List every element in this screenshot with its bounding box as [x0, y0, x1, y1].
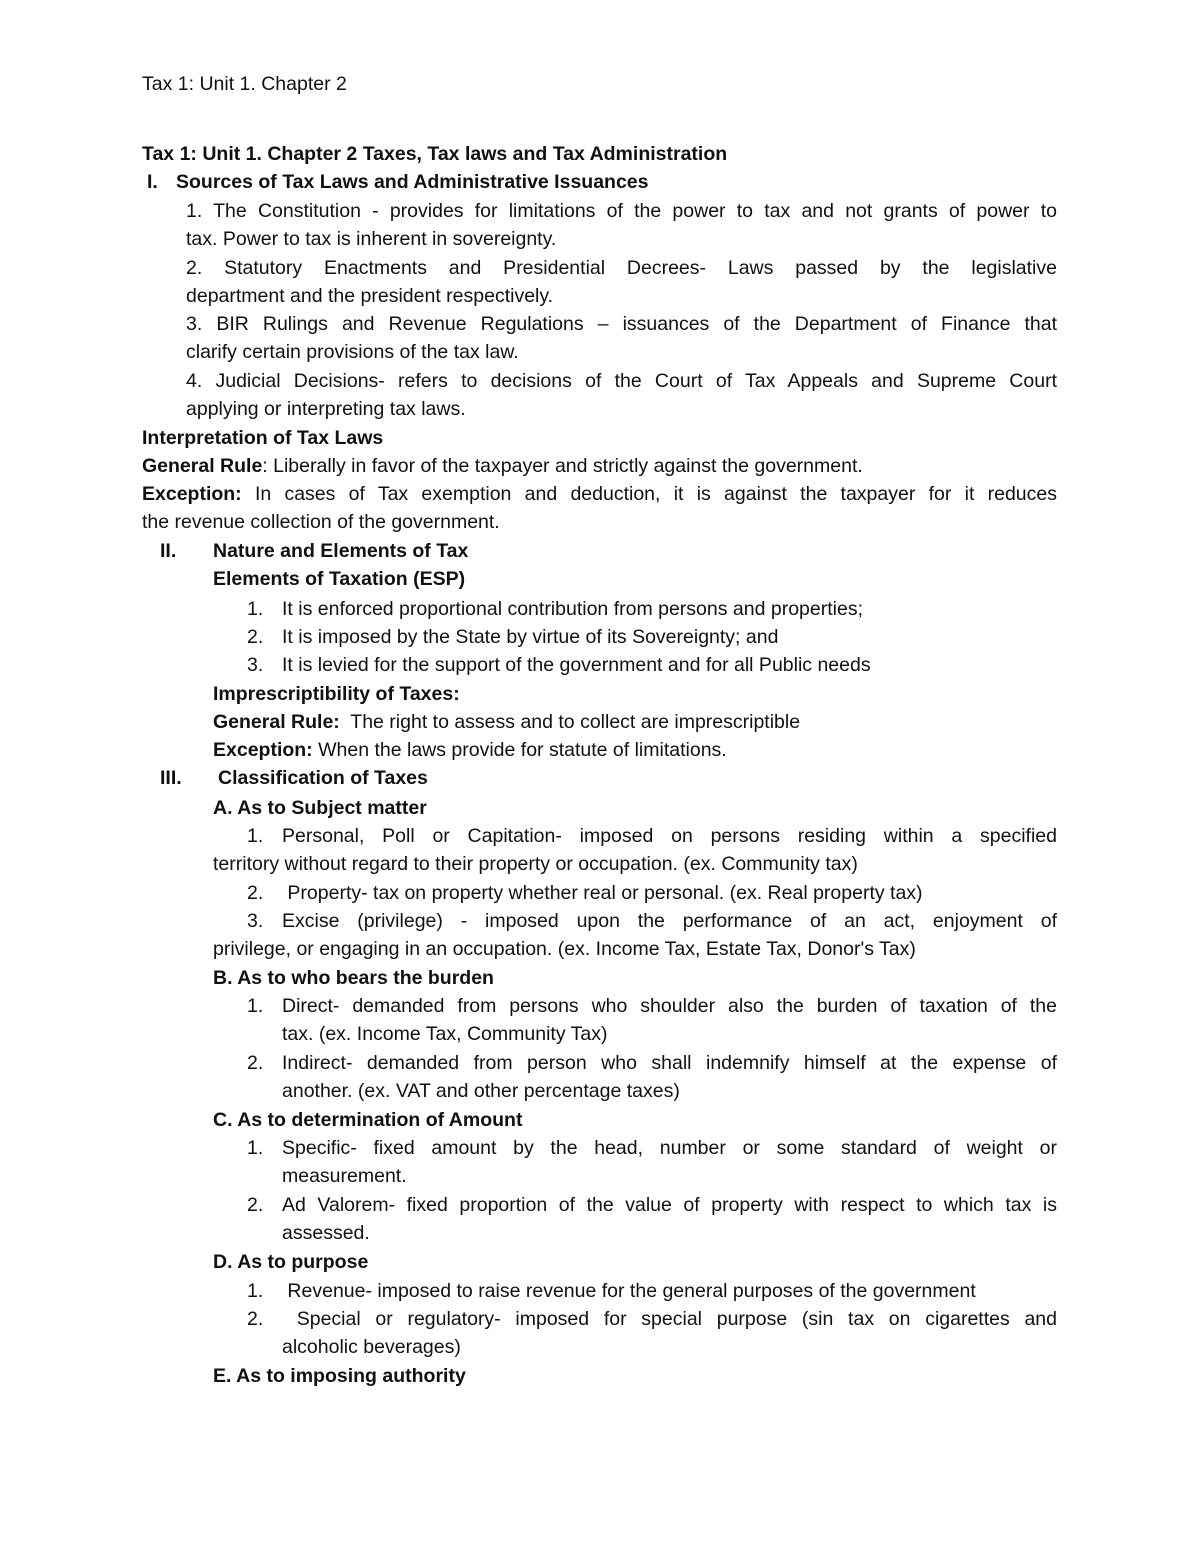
section-3-heading: Classification of Taxes [218, 767, 428, 789]
burden-item-1-num: 1. [247, 995, 264, 1017]
burden-heading: B. As to who bears the burden [213, 967, 494, 989]
section-1-heading: Sources of Tax Laws and Administrative Issuances [176, 171, 649, 193]
purpose-item-2-line1: Special or regulatory- imposed for special purpose (sin tax on cigarettes and [282, 1308, 1057, 1330]
amount-item-2-num: 2. [247, 1194, 264, 1216]
element-1-text: It is enforced proportional contribution from persons and properties; [282, 598, 863, 620]
interpretation-general-rule: General Rule: Liberally in favor of the taxpayer and strictly against the government. [142, 455, 863, 477]
source-item-2-line1: 2. Statutory Enactments and Presidential Decrees- Laws passed by the legislative [186, 257, 1057, 279]
document-title: Tax 1: Unit 1. Chapter 2 Taxes, Tax laws and Tax Administration [142, 143, 728, 165]
purpose-item-2-line2: alcoholic beverages) [282, 1336, 461, 1358]
amount-item-1-line1: Specific- fixed amount by the head, number or some standard of weight or [282, 1137, 1057, 1159]
burden-item-2-line2: another. (ex. VAT and other percentage taxes) [282, 1080, 680, 1102]
purpose-heading: D. As to purpose [213, 1251, 369, 1273]
page-header: Tax 1: Unit 1. Chapter 2 [142, 73, 347, 95]
subject-item-1-num: 1. [247, 825, 264, 847]
subject-item-3-num: 3. [247, 910, 264, 932]
source-item-1-line2: tax. Power to tax is inherent in sovereignty. [186, 228, 557, 250]
element-3-text: It is levied for the support of the government and for all Public needs [282, 654, 871, 676]
purpose-item-1-num: 1. [247, 1280, 264, 1302]
amount-item-2-line1: Ad Valorem- fixed proportion of the value of property with respect to which tax is [282, 1194, 1057, 1216]
element-2-num: 2. [247, 626, 264, 648]
subject-item-1-line2: territory without regard to their property or occupation. (ex. Community tax) [213, 853, 858, 875]
imprescriptibility-general-rule: General Rule: The right to assess and to collect are imprescriptible [213, 711, 801, 733]
section-2-numeral: II. [160, 540, 177, 562]
burden-item-1-line1: Direct- demanded from persons who shoulder also the burden of taxation of the [282, 995, 1057, 1017]
source-item-4-line2: applying or interpreting tax laws. [186, 398, 466, 420]
subject-item-2-num: 2. [247, 882, 264, 904]
section-3-numeral: III. [160, 767, 182, 789]
element-2-text: It is imposed by the State by virtue of its Sovereignty; and [282, 626, 779, 648]
burden-item-2-line1: Indirect- demanded from person who shall indemnify himself at the expense of [282, 1052, 1057, 1074]
interpretation-heading: Interpretation of Tax Laws [142, 427, 384, 449]
section-1-numeral: I. [147, 171, 158, 193]
interpretation-exception-line1: Exception: In cases of Tax exemption and deduction, it is against the taxpayer for it reduces [142, 483, 1057, 505]
source-item-1-line1: 1. The Constitution - provides for limitations of the power to tax and not grants of power to [186, 200, 1057, 222]
elements-heading: Elements of Taxation (ESP) [213, 568, 466, 590]
amount-item-1-num: 1. [247, 1137, 264, 1159]
source-item-2-line2: department and the president respectively. [186, 285, 554, 307]
subject-item-3-line1: Excise (privilege) - imposed upon the performance of an act, enjoyment of [282, 910, 1057, 932]
authority-heading: E. As to imposing authority [213, 1365, 466, 1387]
source-item-3-line2: clarify certain provisions of the tax law. [186, 341, 519, 363]
purpose-item-2-num: 2. [247, 1308, 264, 1330]
source-item-3-line1: 3. BIR Rulings and Revenue Regulations – issuances of the Department of Finance that [186, 313, 1057, 335]
imprescriptibility-exception: Exception: When the laws provide for statute of limitations. [213, 739, 727, 761]
section-2-heading: Nature and Elements of Tax [213, 540, 469, 562]
purpose-item-1-line1: Revenue- imposed to raise revenue for the general purposes of the government [282, 1280, 976, 1302]
amount-item-2-line2: assessed. [282, 1222, 370, 1244]
burden-item-1-line2: tax. (ex. Income Tax, Community Tax) [282, 1023, 608, 1045]
amount-item-1-line2: measurement. [282, 1165, 407, 1187]
source-item-4-line1: 4. Judicial Decisions- refers to decisions of the Court of Tax Appeals and Supreme Court [186, 370, 1057, 392]
element-1-num: 1. [247, 598, 264, 620]
subject-item-3-line2: privilege, or engaging in an occupation. (ex. Income Tax, Estate Tax, Donor's Tax) [213, 938, 916, 960]
interpretation-exception-line2: the revenue collection of the government. [142, 511, 500, 533]
amount-heading: C. As to determination of Amount [213, 1109, 523, 1131]
imprescriptibility-heading: Imprescriptibility of Taxes: [213, 683, 460, 705]
element-3-num: 3. [247, 654, 264, 676]
subject-item-2-line1: Property- tax on property whether real or personal. (ex. Real property tax) [282, 882, 923, 904]
subject-item-1-line1: Personal, Poll or Capitation- imposed on persons residing within a specified [282, 825, 1057, 847]
burden-item-2-num: 2. [247, 1052, 264, 1074]
subject-matter-heading: A. As to Subject matter [213, 797, 427, 819]
